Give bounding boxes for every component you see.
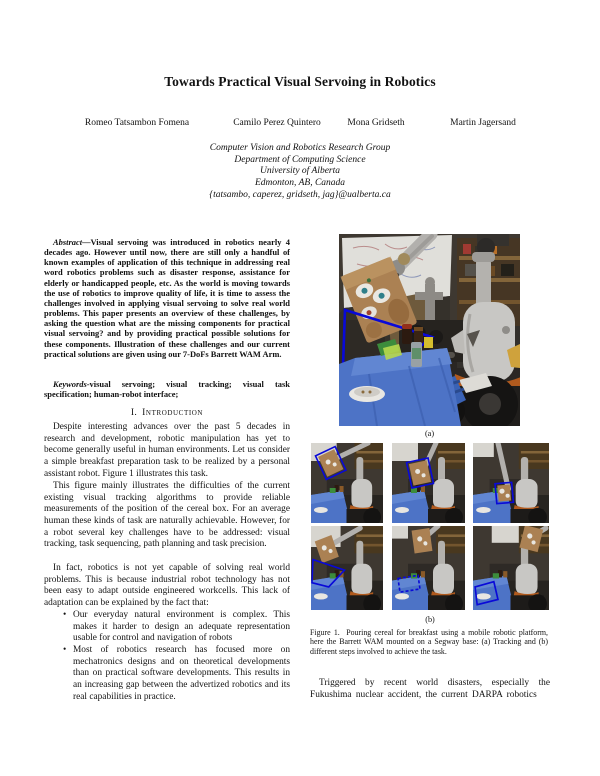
- figure-sublabel-b: (b): [425, 615, 435, 624]
- figure-b-cell-2: [392, 443, 465, 523]
- affiliation-line: University of Alberta: [259, 166, 341, 177]
- abstract-paragraph: [44, 237, 290, 359]
- author-name-2: Camilo Perez Quintero: [233, 118, 321, 128]
- figure-a-photo: [339, 234, 520, 426]
- section-number: I.: [130, 407, 137, 418]
- keywords-label: Keywords: [53, 379, 87, 389]
- affiliation-block: [0, 143, 600, 202]
- affiliation-line: Department of Computing Science: [234, 154, 366, 165]
- abstract-text: —Visual servoing was introduced in robotics nearly 4 decades ago. However until now, there are still only a handful of known examples of application of this technique in addressing real word robotics problems such as disaster response, assistance for elderly or handicapped people, etc. As the world is moving towards the use of robotics to improve quality of life, it is time to assess the challenges involved in applying visual servoing to solve real world problems. This paper presents an overview of these challenges, by asking the question what are the missing components for practical visual servoing? and by providing practical possible solutions for these components. Illustration of these challenges and our current practical solutions are given using our 7-DoFs Barrett WAM Arm.: [44, 237, 290, 359]
- page-title: Towards Practical Visual Servoing in Robotics: [164, 74, 436, 89]
- figure-b-cell-1: [311, 443, 383, 523]
- figure-caption: [310, 628, 548, 656]
- figure-b-grid: [311, 443, 549, 610]
- figure-caption-label: Figure 1.: [310, 628, 340, 637]
- author-name-4: Martin Jagersand: [450, 118, 516, 128]
- keywords-text: -visual servoing; visual tracking; visual task specification; human-robot interface;: [44, 379, 290, 400]
- figure-b-cell-5: [392, 526, 465, 610]
- affiliation-email: {tatsambo, caperez, gridseth, jag}@ualberta.ca: [209, 189, 391, 200]
- affiliation-line: Computer Vision and Robotics Research Group: [209, 143, 391, 153]
- body-paragraph-1: Despite interesting advances over the past 5 decades in research and development, robotic manipulation has yet to become generally useful in human environments. Let us consider a simple breakfast preparation task to be realized by a personal assistant robot. Figure 1 illustrates this task.: [44, 422, 290, 479]
- figure-sublabel-a: (a): [424, 429, 435, 438]
- figure-b-cell-4: [311, 526, 383, 610]
- author-name-3: Mona Gridseth: [347, 118, 405, 128]
- figure-caption-text: Pouring cereal for breakfast using a mobile robotic platform, here the Barrett WAM mounted on a Segway base: (a) Tracking and (b) different steps involved to achieve the task.: [310, 628, 548, 656]
- figure-b-cell-3: [473, 443, 549, 523]
- bullet-list: [44, 610, 290, 703]
- bullet-item: • Most of robotics research has focused more on mechatronics designs and on theoretical developments than on practical software developments. This results in an increasing gap between the advertized robotics and its real capabilities in practice.: [73, 645, 290, 703]
- affiliation-line: Edmonton, AB, Canada: [254, 178, 346, 189]
- section-heading-introduction: [44, 407, 290, 418]
- body-paragraph-2: This figure mainly illustrates the difficulties of the current existing visual tracking algorithms to provide reliable measurements of the position of the cereal box. For an average human these kinds of task are naturally achievable. However, for a robot several key challenges have to be addressed: visual tracking, task sequencing, path planning and task precision.: [44, 481, 290, 550]
- body-paragraph-4: Triggered by recent world disasters, especially the Fukushima nuclear accident, the current DARPA robotics: [310, 678, 550, 700]
- body-paragraph-3: In fact, robotics is not yet capable of solving real world problems. This is because industrial robot technology has not been easy to adapt outside engineered workcells. This lack of adaptation can be explained by the fact that:: [44, 563, 290, 608]
- bullet-item: • Our everyday natural environment is complex. This makes it harder to design an adequate representation usable for control and navigation of robots: [73, 610, 290, 645]
- abstract-label: Abstract: [53, 237, 83, 247]
- section-title: Introduction: [142, 407, 204, 418]
- figure-b-cell-6: [473, 526, 549, 610]
- keywords-line: [44, 379, 290, 399]
- author-name-1: Romeo Tatsambon Fomena: [84, 118, 190, 128]
